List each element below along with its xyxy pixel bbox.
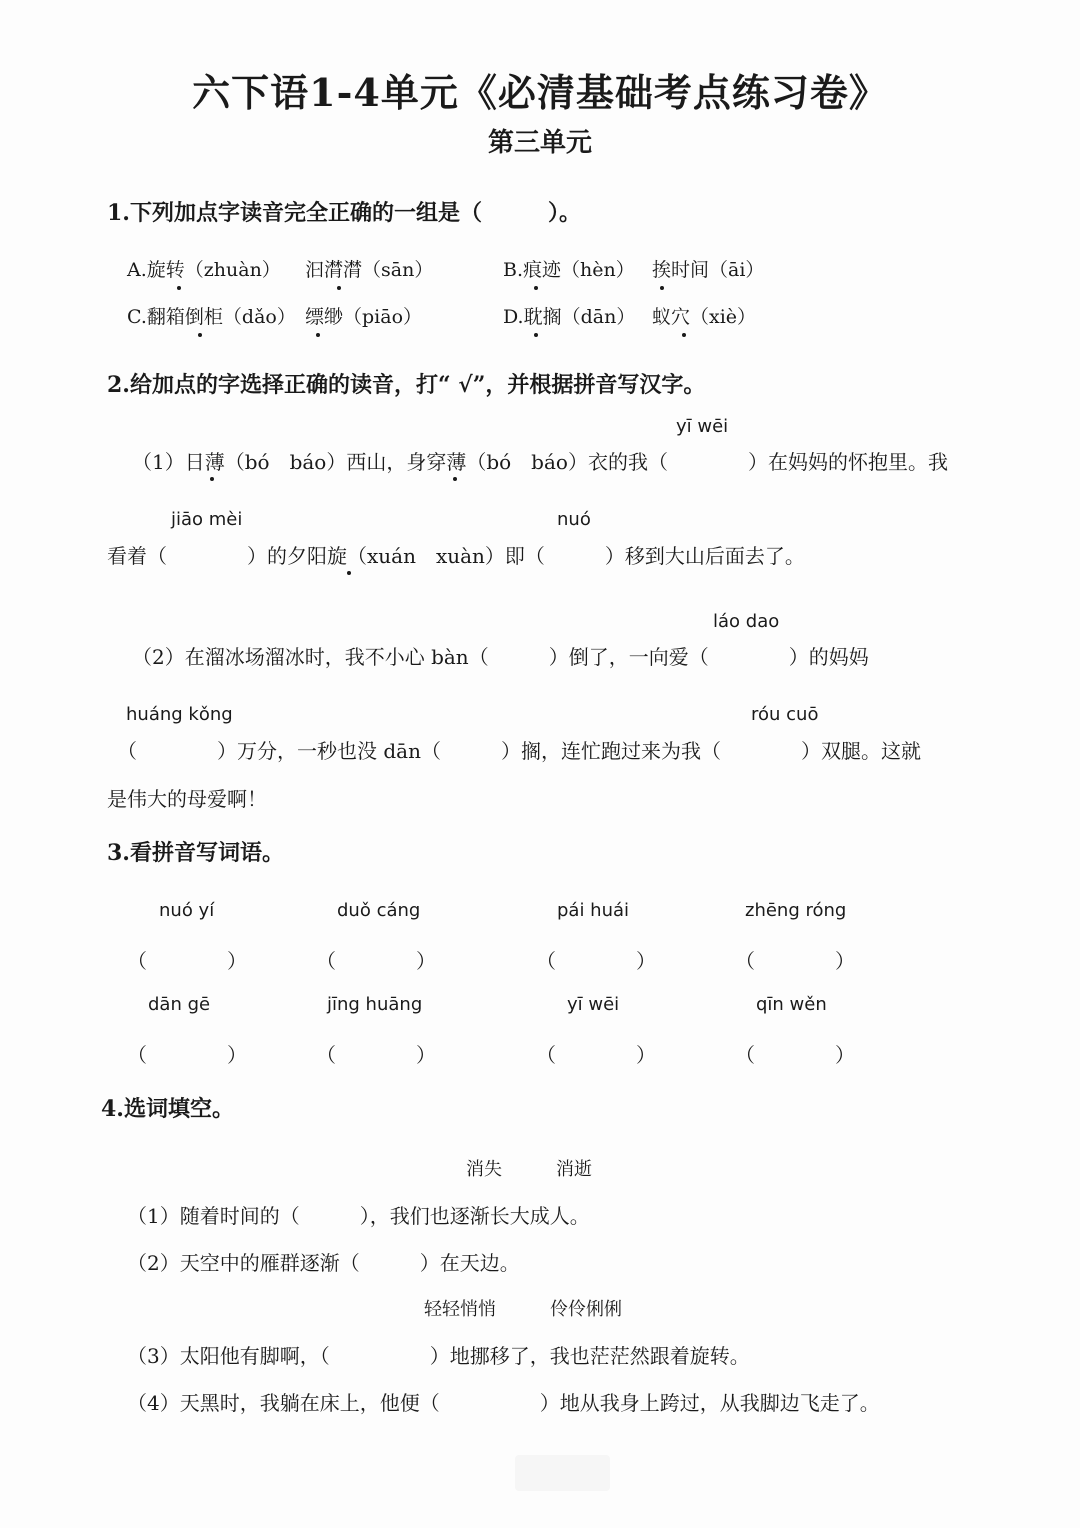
emphasis-dot bbox=[198, 333, 202, 337]
q2-line-5: 是伟大的母爱啊！ bbox=[107, 787, 267, 811]
pinyin-word: zhēng róng bbox=[745, 900, 847, 921]
pinyin-word: jīng huāng bbox=[327, 994, 423, 1015]
emphasis-dot bbox=[453, 477, 457, 481]
emphasis-dot bbox=[316, 333, 320, 337]
unit-subtitle: 第三单元 bbox=[487, 128, 592, 158]
answer-blank: （ ） bbox=[127, 1043, 247, 1067]
pinyin-word: qīn wěn bbox=[756, 994, 827, 1015]
q1-option-d-2: 蚁穴（xiè） bbox=[652, 306, 757, 328]
emphasis-dot bbox=[347, 571, 351, 575]
question-3-heading: 3.看拼音写词语。 bbox=[107, 840, 284, 866]
emphasis-dot bbox=[337, 286, 341, 290]
q4-item-2: （2）天空中的雁群逐渐（ ）在天边。 bbox=[127, 1251, 520, 1275]
answer-blank: （ ） bbox=[536, 1043, 656, 1067]
emphasis-dot bbox=[210, 477, 214, 481]
pinyin-hint: nuó bbox=[557, 509, 591, 530]
pinyin-hint: huáng kǒng bbox=[126, 704, 233, 725]
question-1-heading: 1.下列加点字读音完全正确的一组是（ ）。 bbox=[107, 200, 581, 226]
word-choices: 轻轻悄悄 伶伶俐俐 bbox=[424, 1299, 622, 1320]
answer-blank: （ ） bbox=[536, 949, 656, 973]
q4-item-3: （3）太阳他有脚啊，（ ）地挪移了，我也茫茫然跟着旋转。 bbox=[127, 1344, 750, 1368]
emphasis-dot bbox=[177, 286, 181, 290]
answer-blank: （ ） bbox=[735, 1043, 855, 1067]
pinyin-hint: róu cuō bbox=[751, 704, 819, 725]
pinyin-hint: jiāo mèi bbox=[171, 509, 243, 530]
question-2-heading: 2.给加点的字选择正确的读音，打“ √”，并根据拼音写汉字。 bbox=[107, 372, 706, 398]
pinyin-hint: yī wēi bbox=[676, 416, 729, 437]
word-choices: 消失 消逝 bbox=[466, 1159, 592, 1180]
faded-watermark bbox=[515, 1455, 610, 1491]
emphasis-dot bbox=[682, 333, 686, 337]
pinyin-word: duǒ cáng bbox=[337, 900, 421, 921]
q2-line-3: （2）在溜冰场溜冰时，我不小心 bàn（ ）倒了，一向爱（ ）的妈妈 bbox=[132, 645, 869, 669]
q4-item-1: （1）随着时间的（ ），我们也逐渐长大成人。 bbox=[127, 1204, 590, 1228]
pinyin-word: nuó yí bbox=[159, 900, 215, 921]
q1-option-b-2: 挨时间（āi） bbox=[652, 259, 765, 281]
emphasis-dot bbox=[534, 286, 538, 290]
q1-option-d-1: D.耽搁（dān） bbox=[503, 306, 636, 328]
question-4-heading: 4.选词填空。 bbox=[101, 1096, 234, 1122]
q2-line-4: （ ）万分，一秒也没 dān（ ）搁，连忙跑过来为我（ ）双腿。这就 bbox=[117, 739, 921, 763]
q1-option-c-2: 缥缈（piāo） bbox=[305, 306, 423, 328]
q1-option-a-2: 汩潸潸（sān） bbox=[305, 259, 434, 281]
answer-blank: （ ） bbox=[127, 949, 247, 973]
answer-blank: （ ） bbox=[735, 949, 855, 973]
q1-option-a-1: A.旋转（zhuàn） bbox=[127, 259, 281, 281]
q2-line-1: （1）日薄（bó báo）西山，身穿薄（bó báo）衣的我（ ）在妈妈的怀抱里。我 bbox=[132, 450, 948, 474]
q1-option-b-1: B.痕迹（hèn） bbox=[503, 259, 635, 281]
emphasis-dot bbox=[660, 286, 664, 290]
page-title: 六下语1-4单元《必清基础考点练习卷》 bbox=[192, 70, 888, 115]
emphasis-dot bbox=[534, 333, 538, 337]
q1-option-c-1: C.翻箱倒柜（dǎo） bbox=[127, 306, 296, 328]
q4-item-4: （4）天黑时，我躺在床上，他便（ ）地从我身上跨过，从我脚边飞走了。 bbox=[127, 1391, 880, 1415]
pinyin-word: dān gē bbox=[148, 994, 211, 1015]
pinyin-word: pái huái bbox=[557, 900, 630, 921]
pinyin-word: yī wēi bbox=[567, 994, 620, 1015]
q2-line-2: 看着（ ）的夕阳旋（xuán xuàn）即（ ）移到大山后面去了。 bbox=[107, 544, 805, 568]
answer-blank: （ ） bbox=[316, 1043, 436, 1067]
answer-blank: （ ） bbox=[316, 949, 436, 973]
pinyin-hint: láo dao bbox=[713, 611, 780, 632]
